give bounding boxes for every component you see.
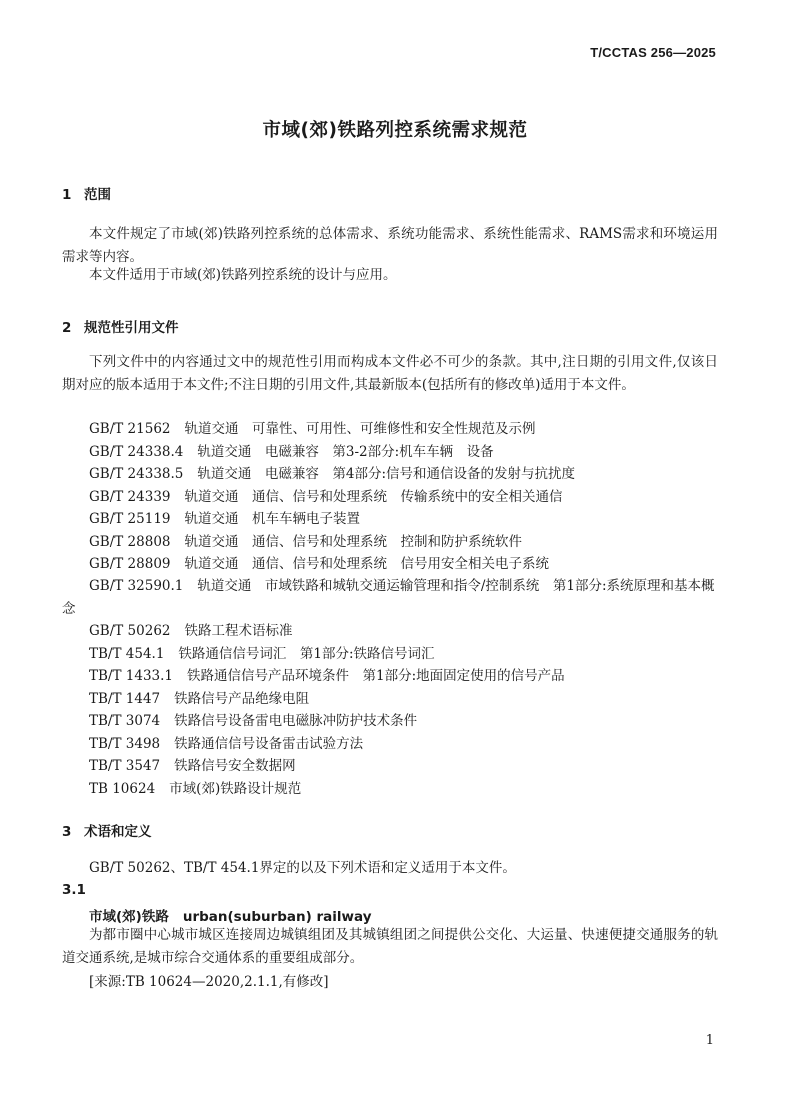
section-title: 范围 — [84, 187, 111, 203]
reference-title: 轨道交通 通信、信号和处理系统 控制和防护系统软件 — [184, 534, 522, 550]
reference-code: GB/T 32590.1 — [89, 578, 184, 594]
terms-intro: GB/T 50262、TB/T 454.1界定的以及下列术语和定义适用于本文件。 — [89, 860, 516, 876]
reference-title: 轨道交通 通信、信号和处理系统 信号用安全相关电子系统 — [184, 556, 549, 572]
page-number: 1 — [705, 1033, 714, 1048]
reference-item — [89, 508, 729, 531]
reference-item — [89, 463, 729, 486]
reference-title: 铁路信号设备雷电电磁脉冲防护技术条件 — [174, 713, 418, 729]
reference-title: 轨道交通 可靠性、可用性、可维修性和安全性规范及示例 — [184, 421, 536, 437]
term-number: 3.1 — [62, 882, 86, 898]
section-number: 1 — [62, 187, 72, 203]
section-heading-scope — [62, 183, 111, 203]
scope-paragraph-2: 本文件适用于市域(郊)铁路列控系统的设计与应用。 — [89, 267, 397, 283]
reference-code: GB/T 24339 — [89, 489, 171, 505]
reference-code: GB/T 24338.4 — [89, 444, 184, 460]
reference-code: GB/T 21562 — [89, 421, 171, 437]
section-number: 3 — [62, 824, 72, 840]
reference-title: 轨道交通 通信、信号和处理系统 传输系统中的安全相关通信 — [184, 489, 563, 505]
standard-code: T/CCTAS 256—2025 — [590, 45, 716, 60]
reference-item — [89, 553, 729, 576]
reference-item — [89, 733, 729, 756]
reference-item — [89, 778, 729, 801]
reference-item — [89, 486, 729, 509]
reference-title: 铁路通信信号设备雷击试验方法 — [174, 736, 364, 752]
section-title: 术语和定义 — [84, 824, 152, 840]
section-number: 2 — [62, 320, 72, 336]
reference-title: 轨道交通 电磁兼容 第3-2部分:机车车辆 设备 — [197, 444, 494, 460]
reference-item — [89, 665, 729, 688]
reference-title: 铁路通信信号产品环境条件 第1部分:地面固定使用的信号产品 — [187, 668, 565, 684]
reference-title: 轨道交通 市域铁路和城轨交通运输管理和指令/控制系统 第1部分:系统原理和基本概念 — [62, 578, 715, 617]
reference-item — [89, 418, 729, 441]
reference-title: 铁路通信信号词汇 第1部分:铁路信号词汇 — [178, 646, 435, 662]
reference-item — [89, 531, 729, 554]
scope-paragraph-1: 本文件规定了市域(郊)铁路列控系统的总体需求、系统功能需求、系统性能需求、RAMS需求和环境运用需求等内容。 — [62, 226, 718, 265]
reference-title: 轨道交通 电磁兼容 第4部分:信号和通信设备的发射与抗扰度 — [197, 466, 576, 482]
references-intro: 下列文件中的内容通过文中的规范性引用而构成本文件必不可少的条款。其中,注日期的引用文件,仅该日期对应的版本适用于本文件;不注日期的引用文件,其最新版本(包括所有的修改单)适用于本文件。 — [62, 354, 718, 393]
reference-item — [89, 643, 729, 666]
reference-code: TB/T 3547 — [89, 758, 161, 774]
term-source: [来源:TB 10624—2020,2.1.1,有修改] — [89, 974, 329, 990]
reference-item — [89, 755, 729, 778]
reference-code: GB/T 28809 — [89, 556, 171, 572]
reference-title: 轨道交通 机车车辆电子装置 — [184, 511, 360, 527]
reference-title: 铁路信号安全数据网 — [174, 758, 296, 774]
reference-item — [62, 575, 720, 620]
reference-title: 铁路信号产品绝缘电阻 — [174, 691, 310, 707]
reference-code: GB/T 28808 — [89, 534, 171, 550]
term-heading — [89, 905, 372, 925]
reference-code: TB/T 3498 — [89, 736, 161, 752]
reference-code: TB 10624 — [89, 781, 156, 797]
reference-code: TB/T 1433.1 — [89, 668, 174, 684]
section-heading-terms-and-definitions — [62, 820, 152, 840]
term-english: urban(suburban) railway — [182, 909, 372, 925]
section-heading-normative-references — [62, 316, 179, 336]
reference-code: GB/T 24338.5 — [89, 466, 184, 482]
term-definition: 为都市圈中心城市城区连接周边城镇组团及其城镇组团之间提供公交化、大运量、快速便捷交通服务的轨道交通系统,是城市综合交通体系的重要组成部分。 — [62, 927, 718, 966]
reference-code: GB/T 25119 — [89, 511, 171, 527]
section-title: 规范性引用文件 — [84, 320, 179, 336]
reference-title: 铁路工程术语标准 — [184, 623, 293, 639]
reference-item — [89, 441, 729, 464]
reference-item — [89, 688, 729, 711]
reference-item — [89, 620, 729, 643]
reference-code: GB/T 50262 — [89, 623, 171, 639]
reference-code: TB/T 454.1 — [89, 646, 165, 662]
reference-code: TB/T 1447 — [89, 691, 161, 707]
document-title: 市域(郊)铁路列控系统需求规范 — [262, 120, 528, 141]
reference-title: 市域(郊)铁路设计规范 — [169, 781, 302, 797]
reference-code: TB/T 3074 — [89, 713, 161, 729]
term-chinese: 市域(郊)铁路 — [89, 909, 169, 925]
reference-item — [89, 710, 729, 733]
